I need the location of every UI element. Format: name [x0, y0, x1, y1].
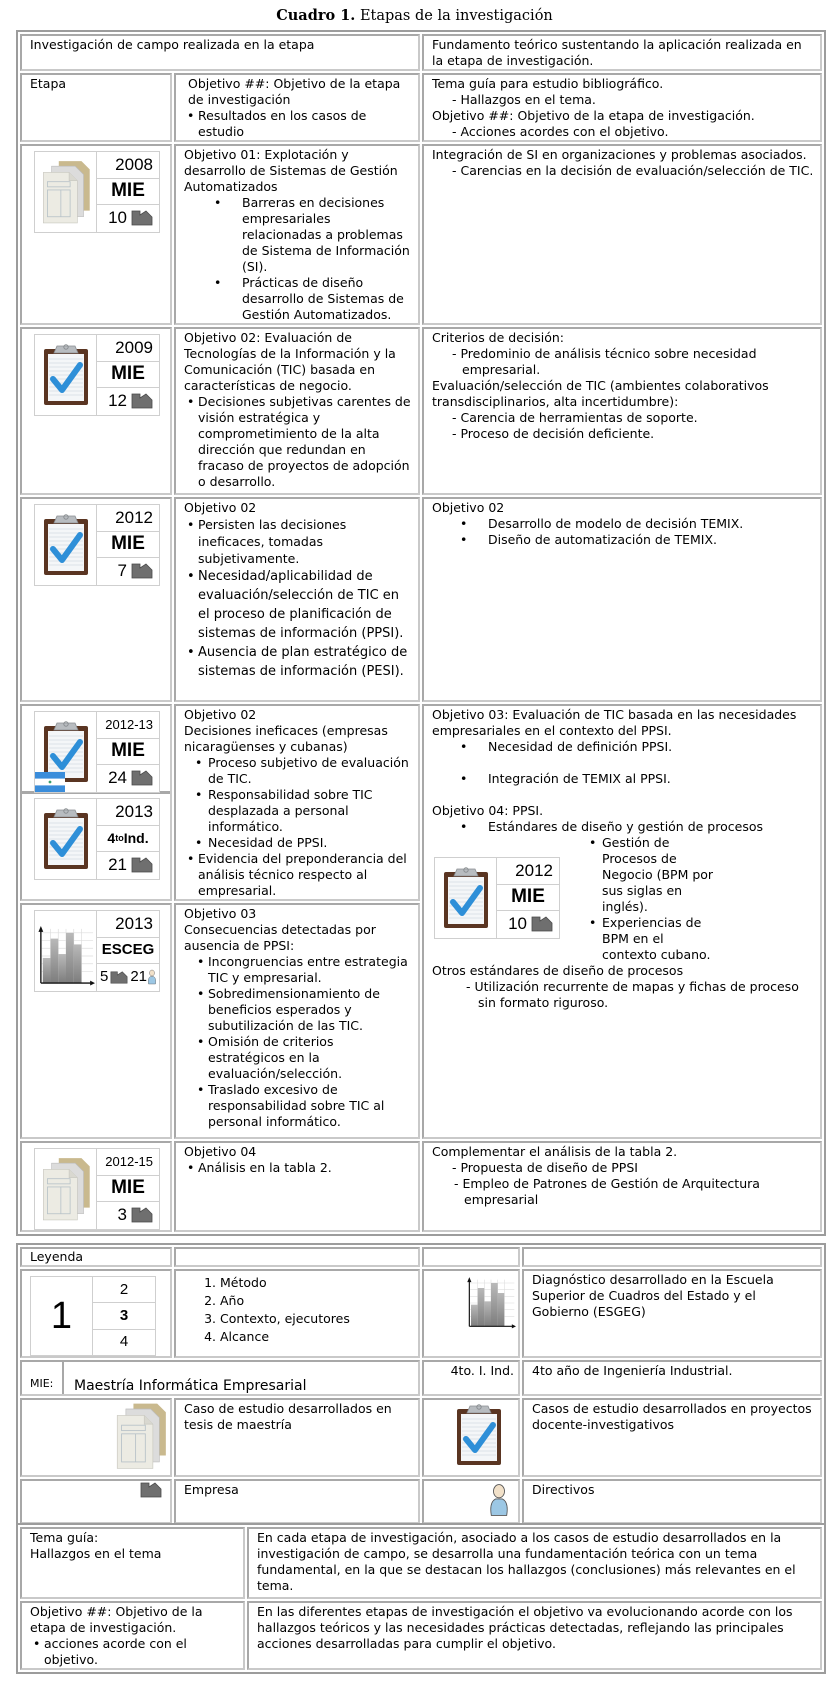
note-row [20, 1601, 822, 1670]
result-bullet: • Prácticas de diseño desarrollo de Sistemas de Gestión Automatizados. [242, 275, 412, 323]
subheader-objective [174, 73, 420, 142]
legend-ind-label: 4to. I. Ind. [422, 1360, 520, 1396]
clipboard-check-icon [441, 865, 491, 931]
table-row [20, 704, 822, 901]
result-bullet: • Barreras en decisiones empresariales relacionadas a problemas de Sistema de Información (SI). [242, 195, 412, 275]
badge-count: 24 [108, 768, 127, 788]
result-bullet: • Incongruencias entre estrategia TIC y empresarial. [208, 954, 412, 986]
objective-subtext: Consecuencias detectadas por ausencia de PPSI: [184, 922, 376, 953]
table-row [20, 1141, 822, 1232]
objective-cell [174, 144, 420, 325]
company-icon [131, 210, 153, 226]
legend-key-item: 4. Alcance [220, 1328, 412, 1346]
result-bullet: • Necesidad/aplicabilidad de evaluación/selección de TIC en el proceso de planificación de sistemas de información (PPSI). [198, 567, 412, 643]
theory-dash: - Predominio de análisis técnico sobre necesidad empresarial. [452, 346, 757, 377]
theory-cell [422, 1141, 822, 1232]
subheader-objective2-dash: - Acciones acordes con el objetivo. [452, 124, 669, 139]
bar-chart-icon [466, 1272, 516, 1334]
context-number: 4 [107, 830, 116, 847]
theory-cell-merged [422, 704, 822, 1139]
legend-key-cell [20, 1269, 172, 1358]
bar-chart-icon [37, 923, 95, 989]
etapa-cell [20, 497, 172, 702]
caption-text: Etapas de la investigación [355, 8, 553, 24]
badge-count: 12 [108, 391, 127, 411]
result-bullet: • Responsabilidad sobre TIC desplazada a personal informático. [208, 787, 412, 835]
legend-company-icon-cell [20, 1479, 172, 1524]
legend-key-1: 1 [31, 1277, 93, 1355]
note-label [20, 1601, 245, 1670]
theory-sub-bullet: • Gestión de Procesos de Negocio (BPM por sus siglas en inglés). [602, 835, 720, 915]
badge-count: 21 [108, 855, 127, 875]
theory-head: Objetivo 02 [432, 500, 505, 515]
badge-context: ESCEG [97, 938, 159, 965]
nicaragua-flag-icon [35, 772, 65, 792]
objective-subtext: Decisiones ineficaces (empresas nicaragüenses y cubanas) [184, 723, 388, 754]
badge-year: 2008 [97, 152, 159, 179]
header-theory: Fundamento teórico sustentando la aplicación realizada en la etapa de investigación. [422, 34, 822, 71]
company-icon [131, 857, 153, 873]
theory-sub-bullet: • Experiencias de BPM en el contexto cubano. [602, 915, 720, 963]
company-icon [131, 563, 153, 579]
badge-year: 2013 [97, 911, 159, 938]
badge-count: 7 [117, 561, 127, 581]
theory-head: Complementar el análisis de la tabla 2. [432, 1144, 678, 1159]
badge-count: 10 [108, 208, 127, 228]
legend-person-icon-cell [422, 1479, 520, 1524]
result-bullet: • Decisiones subjetivas carentes de visión estratégica y comprometimiento de la alta dirección que redundan en fracaso de proyectos de adopción o desarrollo. [198, 394, 412, 490]
result-bullet: • Traslado excesivo de responsabilidad sobre TIC al personal informático. [208, 1082, 412, 1130]
objective-text: Objetivo 02 [184, 707, 257, 722]
clipboard-check-icon [41, 342, 91, 408]
legend-key-list [174, 1269, 420, 1358]
objective-cell [174, 327, 420, 495]
table-row [20, 497, 822, 702]
legend-key-item: 1. Método [220, 1274, 412, 1292]
subheader-row [20, 73, 822, 142]
badge-directivos-count: 21 [130, 968, 147, 986]
legend-key-4: 4 [119, 1333, 129, 1351]
header-row [20, 34, 822, 71]
result-bullet: • Persisten las decisiones ineficaces, tomadas subjetivamente. [198, 516, 412, 567]
badge-year: 2012-15 [97, 1149, 159, 1176]
theory-cell [422, 144, 822, 325]
legend-thesis-desc: Caso de estudio desarrollados en tesis de maestría [174, 1398, 420, 1477]
legend-key-item: 2. Año [220, 1292, 412, 1310]
legend-mie-cell [20, 1360, 420, 1396]
result-bullet: • Proceso subjetivo de evaluación de TIC. [208, 755, 412, 787]
company-icon [131, 770, 153, 786]
badge-context: MIE [97, 1176, 159, 1203]
badge-year: 2012 [497, 858, 559, 885]
theory-dash: - Utilización recurrente de mapas y fichas de proceso sin formato riguroso. [466, 979, 799, 1010]
subheader-objective-text: Objetivo ##: Objetivo de la etapa de investigación [188, 76, 401, 107]
context-sup: to [115, 833, 124, 844]
theory-bullet: • Desarrollo de modelo de decisión TEMIX. [488, 516, 814, 532]
badge-context [97, 826, 159, 853]
stage-badge [34, 910, 160, 992]
table-caption [0, 8, 829, 24]
badge-count: 10 [508, 914, 527, 934]
objective-text: Objetivo 02 [184, 500, 257, 515]
table-row [20, 144, 822, 325]
legend-empty [522, 1247, 822, 1267]
legend-empty [422, 1247, 520, 1267]
notes-table [16, 1523, 826, 1674]
stages-table [16, 30, 826, 1236]
badge-context: MIE [497, 885, 559, 912]
thesis-documents-icon [114, 1401, 168, 1471]
badge-year: 2009 [97, 335, 159, 362]
stage-badge [434, 857, 560, 939]
thesis-documents-icon [40, 1156, 92, 1222]
stage-badge [34, 798, 160, 880]
objective-text: Objetivo 02: Evaluación de Tecnologías de la Información y la Comunicación (TIC) basada en características de negocio. [184, 330, 396, 393]
legend-key-badge [30, 1276, 156, 1356]
theory-head: Otros estándares de diseño de procesos [432, 963, 684, 978]
badge-context: MIE [97, 179, 159, 206]
company-icon [531, 916, 553, 932]
theory-dash: - Propuesta de diseño de PPSI [452, 1160, 638, 1175]
result-bullet: • Evidencia del preponderancia del análisis técnico respecto al empresarial. [198, 851, 412, 899]
legend-esceg-desc: Diagnóstico desarrollado en la Escuela Superior de Cuadros del Estado y el Gobierno (ESGEG) [522, 1269, 822, 1358]
theory-cell [422, 327, 822, 495]
legend-key-2: 2 [93, 1277, 155, 1303]
etapa-cell [20, 144, 172, 325]
objective-cell [174, 1141, 420, 1232]
clipboard-check-icon [41, 512, 91, 578]
theory-dash: - Carencia de herramientas de soporte. [452, 410, 698, 425]
objective-text: Objetivo 04 [184, 1144, 257, 1159]
theory-bullet: • Necesidad de definición PPSI. [488, 739, 814, 755]
note-label [20, 1527, 245, 1599]
legend-project-desc: Casos de estudio desarrollados en proyectos docente-investigativos [522, 1398, 822, 1477]
objective-text: Objetivo 03 [184, 906, 257, 921]
theory-bullet: • Integración de TEMIX al PPSI. [488, 771, 814, 787]
stage-badge [34, 1148, 160, 1230]
badge-count: 5 [99, 968, 109, 986]
legend-empty [174, 1247, 420, 1267]
note-label-title: Objetivo ##: Objetivo de la etapa de investigación. [30, 1604, 203, 1635]
company-icon [131, 1207, 153, 1223]
badge-year: 2013 [97, 799, 159, 826]
etapa-cell [20, 1141, 172, 1232]
result-bullet: • Análisis en la tabla 2. [198, 1160, 412, 1176]
legend-mie-desc: Maestría Informática Empresarial [74, 1378, 307, 1394]
stage-badge [34, 151, 160, 233]
subheader-theory [422, 73, 822, 142]
theory-bullet: • Diseño de automatización de TEMIX. [488, 532, 814, 548]
stage-badge [34, 504, 160, 586]
theory-dash: - Proceso de decisión deficiente. [452, 426, 655, 441]
legend-project-icon-cell [422, 1398, 520, 1477]
note-text: En las diferentes etapas de investigación el objetivo va evolucionando acorde con los hallazgos teóricos y las necesidades prácticas detectadas, reflejando las principales acciones desarrolladas para cumplir el objetivo. [247, 1601, 822, 1670]
legend-mie-label: MIE: [22, 1362, 64, 1394]
note-label-bullet: • acciones acorde con el objetivo. [44, 1636, 237, 1668]
theory-head: Criterios de decisión: [432, 330, 565, 345]
theory-dash: - Carencias en la decisión de evaluación/selección de TIC. [452, 163, 814, 178]
person-icon [488, 1482, 510, 1518]
clipboard-check-icon [454, 1401, 504, 1469]
company-icon [140, 1482, 162, 1498]
subheader-objective2: Objetivo ##: Objetivo de la etapa de investigación. [432, 108, 755, 123]
thesis-documents-icon [40, 159, 92, 225]
legend-title: Leyenda [20, 1247, 172, 1267]
subheader-theme-dash: - Hallazgos en el tema. [452, 92, 596, 107]
header-field-research: Investigación de campo realizada en la etapa [20, 34, 420, 71]
legend-key-3: 3 [93, 1303, 155, 1329]
result-bullet: • Necesidad de PPSI. [208, 835, 412, 851]
theory-dash: - Empleo de Patrones de Gestión de Arquitectura empresarial [454, 1176, 760, 1207]
legend-thesis-icon-cell [20, 1398, 172, 1477]
theory-bullet: • Estándares de diseño y gestión de procesos [488, 819, 814, 835]
objective-cell [174, 903, 420, 1139]
table-row [20, 327, 822, 495]
badge-year: 2012-13 [97, 712, 159, 739]
note-label-sub: Hallazgos en el tema [30, 1546, 162, 1561]
etapa-cell [20, 327, 172, 495]
note-label-title: Tema guía: [30, 1530, 99, 1545]
context-rest: Ind. [123, 830, 149, 847]
etapa-cell [20, 704, 172, 901]
etapa-cell [20, 903, 172, 1139]
badge-context: MIE [97, 362, 159, 389]
objective-cell [174, 497, 420, 702]
legend-chart-icon-cell [422, 1269, 520, 1358]
company-icon [110, 971, 128, 984]
subheader-theme: Tema guía para estudio bibliográfico. [432, 76, 664, 91]
result-bullet: • Sobredimensionamiento de beneficios esperados y subutilización de las TIC. [208, 986, 412, 1034]
theory-head: Evaluación/selección de TIC (ambientes colaborativos transdisciplinarios, alta incertidumbre): [432, 378, 769, 409]
subheader-etapa: Etapa [20, 73, 172, 142]
stage-badge [34, 711, 160, 793]
legend-key-item: 3. Contexto, ejecutores [220, 1310, 412, 1328]
badge-context: MIE [97, 532, 159, 559]
theory-head: Objetivo 03: Evaluación de TIC basada en las necesidades empresariales en el contexto del PPSI. [432, 707, 797, 738]
legend-table [16, 1243, 826, 1528]
objective-text: Objetivo 01: Explotación y desarrollo de Sistemas de Gestión Automatizados [184, 147, 398, 194]
result-bullet: • Ausencia de plan estratégico de sistemas de información (PESI). [198, 643, 412, 681]
note-row [20, 1527, 822, 1599]
subheader-objective-bullet: • Resultados en los casos de estudio [198, 108, 412, 140]
legend-empresa-desc: Empresa [174, 1479, 420, 1524]
theory-cell [422, 497, 822, 702]
stage-badge [34, 334, 160, 416]
clipboard-check-icon [41, 806, 91, 872]
theory-head: Objetivo 04: PPSI. [432, 803, 544, 818]
company-icon [131, 393, 153, 409]
caption-label: Cuadro 1. [276, 7, 356, 24]
legend-directivos-desc: Directivos [522, 1479, 822, 1524]
person-icon [147, 968, 157, 986]
theory-head: Integración de SI en organizaciones y problemas asociados. [432, 147, 807, 162]
objective-cell [174, 704, 420, 901]
result-bullet: • Omisión de criterios estratégicos en la evaluación/selección. [208, 1034, 412, 1082]
note-text: En cada etapa de investigación, asociado a los casos de estudio desarrollados en la investigación de campo, se desarrolla una fundamentación teórica con un tema fundamental, en la que se destacan los hallazgos (conclusiones) más relevantes en el tema. [247, 1527, 822, 1599]
badge-count: 3 [117, 1205, 127, 1225]
legend-ind-desc: 4to año de Ingeniería Industrial. [522, 1360, 822, 1396]
badge-year: 2012 [97, 505, 159, 532]
badge-context: MIE [97, 739, 159, 766]
